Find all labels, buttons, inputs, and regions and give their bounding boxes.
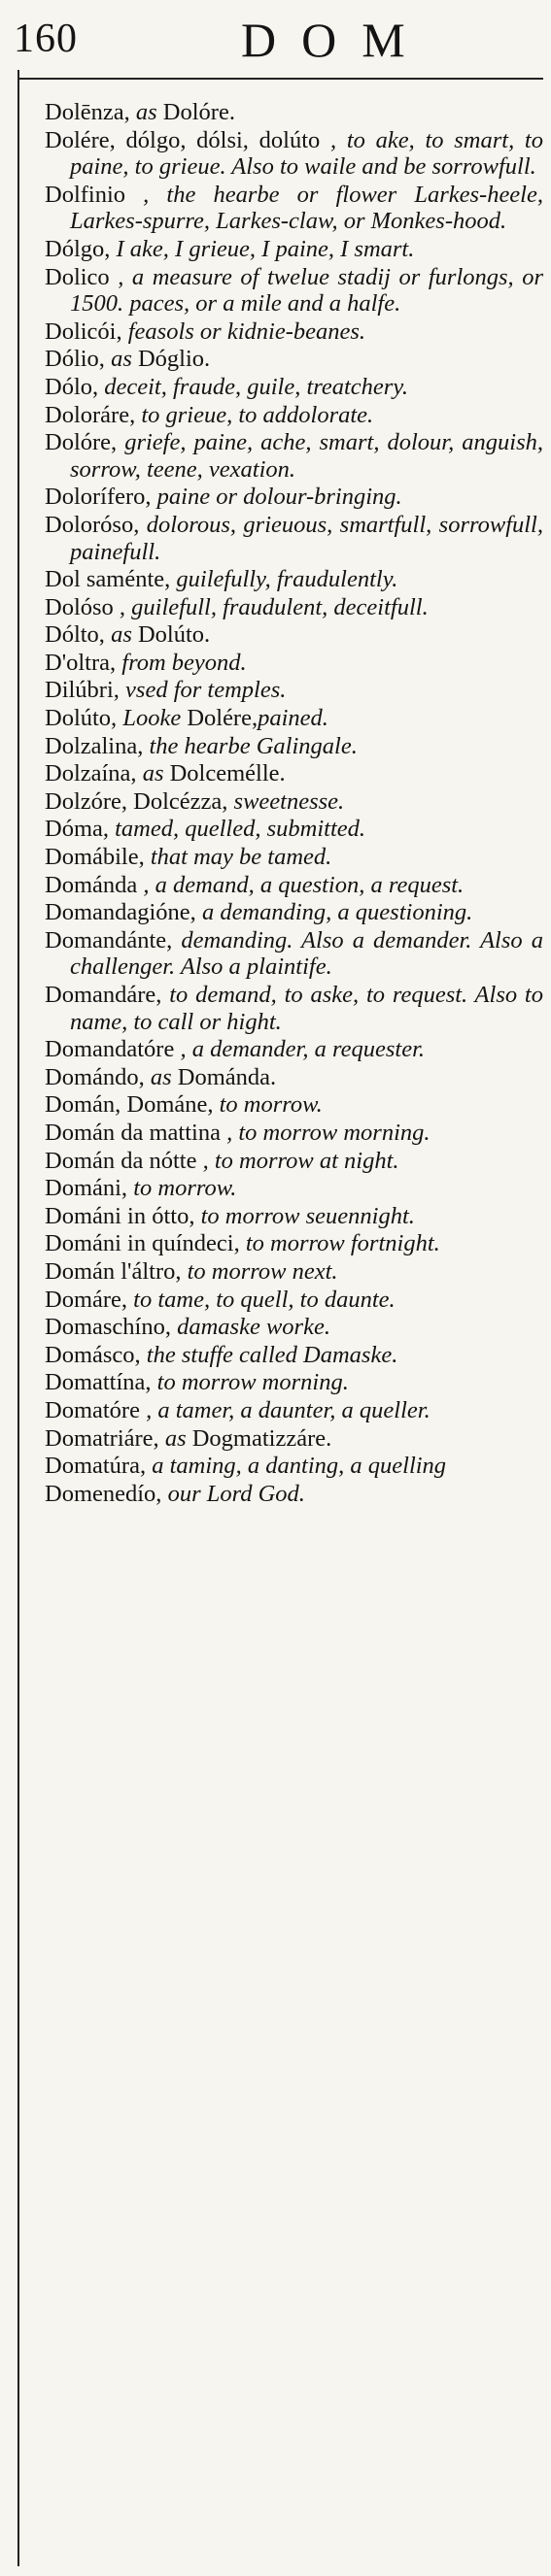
entry-headword: Domandánte,	[45, 926, 182, 953]
entry-headword: Dománi in quíndeci,	[45, 1230, 246, 1257]
entry-headword: D'oltra,	[45, 649, 122, 676]
page-header	[0, 0, 551, 76]
column-rule	[17, 70, 19, 2566]
dictionary-entry	[45, 677, 543, 704]
dictionary-entry	[45, 872, 543, 899]
entry-definition: the hearbe Galingale.	[149, 732, 358, 759]
entry-headword: Domán, Dománe,	[45, 1091, 220, 1119]
entry-cross-reference: Dolcemélle.	[163, 760, 286, 787]
entry-headword: Domán da nótte	[45, 1147, 203, 1174]
dictionary-entry	[45, 182, 543, 235]
entry-headword: Dóma,	[45, 816, 116, 843]
dictionary-entry	[45, 1453, 543, 1480]
entry-definition: a taming, a danting, a quelling	[152, 1453, 447, 1480]
entry-definition: pained.	[258, 705, 328, 732]
dictionary-entry	[45, 899, 543, 926]
dictionary-entry	[45, 1175, 543, 1202]
entry-headword: Domandatóre	[45, 1036, 181, 1063]
entry-headword: Domaschíno,	[45, 1314, 178, 1341]
entry-headword: Dólio,	[45, 346, 112, 373]
dictionary-entry	[45, 1287, 543, 1314]
entry-cross-reference: Dolére,	[181, 705, 258, 732]
dictionary-entry	[45, 760, 543, 787]
entry-definition: to grieue, to addolorate.	[141, 401, 374, 428]
page-number: 160	[14, 17, 78, 61]
entry-definition: as	[135, 99, 157, 125]
entry-definition: feasols or kidnie-beanes.	[127, 318, 366, 345]
entry-headword: Dol saménte,	[45, 566, 177, 593]
entry-headword: Domandagióne,	[45, 899, 202, 926]
entry-definition: paine or dolour-bringing.	[156, 484, 402, 511]
dictionary-entry	[45, 566, 543, 593]
dictionary-entry	[45, 1425, 543, 1453]
entry-definition: to morrow fortnight.	[245, 1230, 440, 1257]
entry-cross-reference: Dolóre.	[156, 99, 235, 125]
entry-definition: , to ake, to smart, to paine, to grieue. Also to waile and be sorrowfull.	[70, 126, 543, 181]
dictionary-entry	[45, 484, 543, 511]
dictionary-entry	[45, 374, 543, 401]
dictionary-entry	[45, 1258, 543, 1286]
entry-definition: from beyond.	[121, 649, 247, 676]
entry-headword: Domatóre	[45, 1396, 147, 1423]
entry-definition: as	[150, 1063, 172, 1090]
entry-definition: , the hearbe or flower Larkes-heele, Larkes-spurre, Larkes-claw, or Monkes-hood.	[70, 181, 543, 235]
entry-cross-reference: Dolúto.	[131, 621, 211, 649]
entry-headword: Domán l'áltro,	[45, 1257, 188, 1285]
entry-definition: Looke	[122, 705, 182, 732]
dictionary-entry	[45, 982, 543, 1035]
entry-definition: to morrow.	[133, 1175, 237, 1202]
entry-definition: to morrow.	[219, 1091, 323, 1119]
entry-headword: Domandáre,	[45, 982, 170, 1008]
entry-headword: Dolóre,	[45, 429, 125, 456]
dictionary-entry	[45, 1481, 543, 1508]
entry-headword: Dolicói,	[45, 318, 128, 345]
header-rule	[17, 78, 543, 80]
dictionary-entry	[45, 1064, 543, 1091]
entry-definition: to morrow morning.	[156, 1369, 349, 1396]
entry-definition: , a demand, a question, a request.	[143, 871, 465, 898]
dictionary-entry	[45, 705, 543, 732]
entry-definition: , to morrow morning.	[226, 1119, 430, 1146]
entry-definition: our Lord God.	[167, 1480, 305, 1507]
entry-cross-reference: Dogmatizzáre.	[186, 1424, 332, 1452]
entry-cross-reference: Dománda.	[171, 1063, 277, 1090]
dictionary-entry	[45, 512, 543, 565]
entry-headword: Domatúra,	[45, 1453, 153, 1480]
entry-headword: Domándo,	[45, 1063, 151, 1090]
dictionary-entry	[45, 1397, 543, 1424]
entry-definition: as	[111, 621, 132, 649]
entry-headword: Domásco,	[45, 1341, 147, 1368]
entry-headword: Dolúto,	[45, 705, 123, 732]
dictionary-entry	[45, 236, 543, 263]
entry-definition: deceit, fraude, guile, treatchery.	[104, 373, 408, 400]
entry-headword: Domán da mattina	[45, 1119, 227, 1146]
dictionary-entry	[45, 844, 543, 871]
dictionary-entry	[45, 264, 543, 318]
dictionary-entry	[45, 1120, 543, 1147]
entry-headword: Doloráre,	[45, 401, 142, 428]
entry-cross-reference: Dóglio.	[131, 346, 211, 373]
entry-definition: , to morrow at night.	[202, 1147, 399, 1174]
entry-definition: as	[164, 1424, 187, 1452]
entry-definition: , a demander, a requester.	[180, 1036, 426, 1063]
entry-headword: Dolēnza,	[45, 99, 136, 125]
entry-definition: dolorous, grieuous, smartfull, sorrowfull, painefull.	[70, 511, 543, 565]
entry-definition: a demanding, a questioning.	[201, 899, 473, 926]
entry-headword: Domábile,	[45, 844, 151, 871]
dictionary-entry	[45, 1148, 543, 1175]
dictionary-entry	[45, 927, 543, 981]
dictionary-entry	[45, 402, 543, 429]
entry-headword: Dólto,	[45, 621, 112, 649]
entry-definition: sweetnesse.	[233, 787, 345, 815]
entry-headword: Dománda	[45, 871, 144, 898]
dictionary-entry	[45, 1203, 543, 1230]
entry-definition: to morrow seuennight.	[200, 1202, 415, 1229]
entry-headword: Dólo,	[45, 373, 105, 400]
dictionary-entry	[45, 650, 543, 677]
dictionary-entry	[45, 621, 543, 649]
entry-definition: the stuffe called Damaske.	[146, 1341, 398, 1368]
dictionary-entry	[45, 318, 543, 346]
dictionary-entry	[45, 1314, 543, 1341]
entry-definition: as	[142, 760, 164, 787]
dictionary-entry	[45, 429, 543, 483]
entry-headword: Domatriáre,	[45, 1424, 165, 1452]
entry-headword: Dolzalina,	[45, 732, 150, 759]
entry-definition: that may be tamed.	[150, 844, 332, 871]
dictionary-entry	[45, 127, 543, 181]
entry-definition: guilefully, fraudulently.	[176, 566, 398, 593]
entry-headword: Dolzóre, Dolcézza,	[45, 787, 234, 815]
entry-definition: vsed for temples.	[125, 677, 287, 704]
entry-headword: Dilúbri,	[45, 677, 126, 704]
entry-headword: Dolóso	[45, 593, 120, 620]
entry-headword: Dolére, dólgo, dólsi, dolúto	[45, 126, 330, 153]
dictionary-entry	[45, 1369, 543, 1396]
entry-headword: Dolzaína,	[45, 760, 143, 787]
dictionary-entry	[45, 1036, 543, 1063]
dictionary-entry	[45, 1342, 543, 1369]
dictionary-entry	[45, 99, 543, 126]
entry-definition: demanding. Also a demander. Also a challenger. Also a plaintife.	[70, 926, 543, 981]
entry-definition: as	[111, 346, 132, 373]
entry-definition: I ake, I grieue, I paine, I smart.	[116, 235, 415, 262]
dictionary-entry	[45, 733, 543, 760]
entry-definition: griefe, paine, ache, smart, dolour, anguish, sorrow, teene, vexation.	[70, 429, 543, 483]
entry-headword: Doloróso,	[45, 511, 147, 538]
dictionary-entry	[45, 346, 543, 373]
entry-headword: Dolico	[45, 263, 119, 290]
entry-headword: Domattína,	[45, 1369, 157, 1396]
entry-headword: Domáre,	[45, 1286, 134, 1313]
running-head: DOM	[241, 13, 430, 67]
entry-headword: Dománi,	[45, 1175, 134, 1202]
dictionary-entry	[45, 594, 543, 621]
entry-definition: , guilefull, fraudulent, deceitfull.	[119, 593, 429, 620]
entry-headword: Dolorífero,	[45, 484, 157, 511]
entry-list	[45, 99, 543, 1508]
entry-definition: , a measure of twelue stadij or furlongs, or 1500. paces, or a mile and a halfe.	[70, 263, 543, 318]
entry-definition: to tame, to quell, to daunte.	[133, 1286, 396, 1313]
entry-headword: Dománi in ótto,	[45, 1202, 201, 1229]
dictionary-entry	[45, 1091, 543, 1119]
entry-definition: to morrow next.	[187, 1257, 338, 1285]
entry-definition: to demand, to aske, to request. Also to name, to call or hight.	[70, 982, 543, 1035]
entry-definition: damaske worke.	[177, 1314, 330, 1341]
entry-definition: tamed, quelled, submitted.	[115, 816, 366, 843]
dictionary-entry	[45, 1230, 543, 1257]
entry-headword: Dolfinio	[45, 181, 144, 208]
dictionary-entry	[45, 788, 543, 816]
entry-headword: Dólgo,	[45, 235, 117, 262]
entry-definition: , a tamer, a daunter, a queller.	[146, 1396, 430, 1423]
dictionary-entry	[45, 816, 543, 843]
entry-headword: Domenedío,	[45, 1480, 168, 1507]
